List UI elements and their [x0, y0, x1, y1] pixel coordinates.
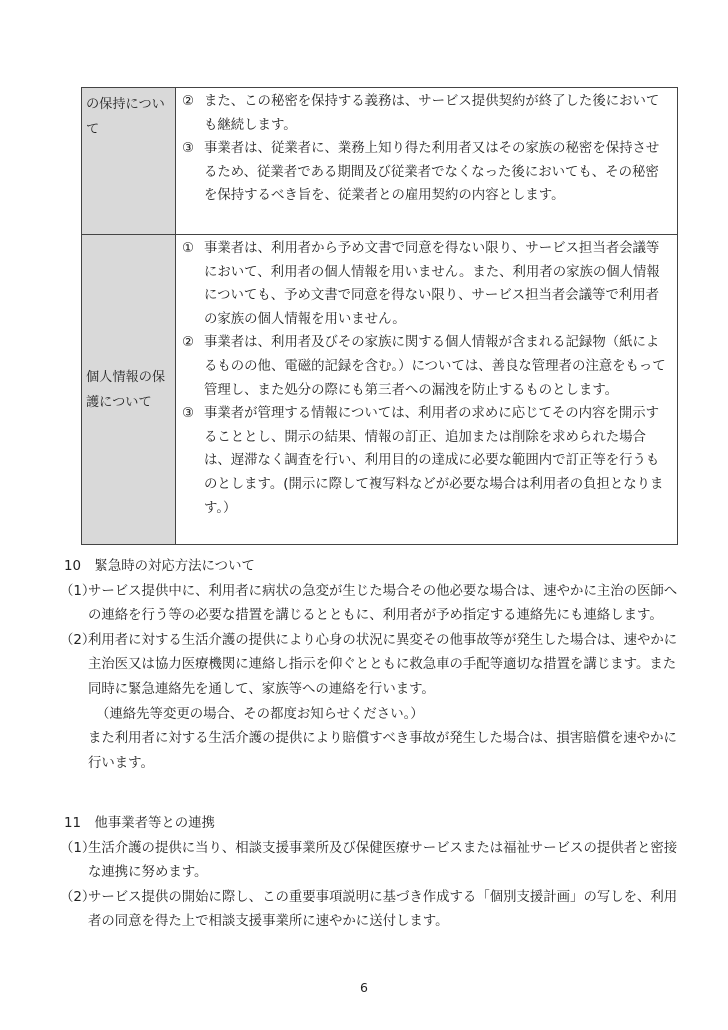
note-text: （連絡先等変更の場合、その都度お知らせください。） [96, 706, 424, 722]
item-text: サービス提供中に、利用者に病状の急変が生じた場合その他必要な場合は、速やかに主治の医師への連絡を行う等の必要な措置を講じるとともに、利用者が予め指定する連絡先にも連絡します。 [88, 583, 678, 624]
list-item [182, 90, 671, 137]
item-number: ② [182, 94, 195, 109]
item-number: ② [182, 335, 195, 351]
item-text: 事業者は、利用者及びその家族に関する個人情報が含まれる記録物（紙によるものの他、電磁的記録を含む。）については、善良な管理者の注意をもって管理し、また処分の際にも第三者への漏洩を防止するものとします。 [204, 335, 666, 398]
list-item [60, 886, 680, 935]
row-label: の保持について [82, 88, 176, 235]
list-item [182, 331, 671, 402]
section-emergency [60, 555, 680, 776]
list-item [182, 237, 671, 331]
section-title: 11 他事業者等との連携 [64, 816, 215, 831]
item-text: 生活介護の提供に当り、相談支援事業所及び保健医療サービスまたは福祉サービスの提供者と密接な連携に努めます。 [88, 840, 678, 881]
row-content [176, 88, 678, 235]
info-table [81, 87, 678, 545]
row-content [176, 235, 678, 545]
item-number: ① [182, 241, 195, 256]
section-cooperation [60, 812, 680, 935]
item-text: また、この秘密を保持する義務は、サービス提供契約が終了した後においても継続します。 [204, 94, 660, 133]
list-item [182, 137, 671, 208]
item-text: サービス提供の開始に際し、この重要事項説明に基づき作成する「個別支援計画」の写しを、利用者の同意を得た上で相談支援事業所に速やかに送付します。 [88, 889, 678, 930]
item-text: 事業者が管理する情報については、利用者の求めに応じてその内容を開示することとし、開示の結果、情報の訂正、追加または削除を求められた場合は、遅滞なく調査を行い、利用目的の達成に必要な範囲内で訂正等を行うものとします。(開示に際して複写料などが必要な場合は利用者の負担となります。） [204, 406, 664, 516]
item-text: 事業者は、利用者から予め文書で同意を得ない限り、サービス担当者会議等において、利用者の個人情報を用いません。また、利用者の家族の個人情報についても、予め文書で同意を得ない限り、サービス担当者会議等で利用者の家族の個人情報を用いません。 [204, 241, 660, 327]
table-row [82, 235, 678, 545]
item-number: （2） [60, 889, 96, 905]
row-label: 個人情報の保護について [82, 235, 176, 545]
item-text: 事業者は、従業者に、業務上知り得た利用者又はその家族の秘密を保持させるため、従業者である期間及び従業者でなくなった後においても、その秘密を保持するべき旨を、従業者との雇用契約の内容とします。 [204, 141, 660, 204]
item-number: （1） [60, 840, 96, 856]
list-item [60, 629, 680, 703]
item-number: ③ [182, 141, 195, 157]
section-title: 10 緊急時の対応方法について [64, 559, 255, 574]
list-item [60, 580, 680, 629]
list-item [60, 837, 680, 886]
item-number: （1） [60, 583, 96, 599]
item-text: 利用者に対する生活介護の提供により心身の状況に異変その他事故等が発生した場合は、速やかに主治医又は協力医療機関に連絡し指示を仰ぐとともに救急車の手配等適切な措置を講じます。また同時に緊急連絡先を通して、家族等への連絡を行います。 [88, 632, 678, 697]
table-row [82, 88, 678, 235]
page-number: 6 [360, 980, 368, 995]
paragraph: また利用者に対する生活介護の提供により賠償すべき事故が発生した場合は、損害賠償を速やかに行います。 [88, 731, 677, 771]
item-number: ③ [182, 406, 195, 422]
list-item [182, 402, 671, 520]
item-number: （2） [60, 632, 96, 648]
